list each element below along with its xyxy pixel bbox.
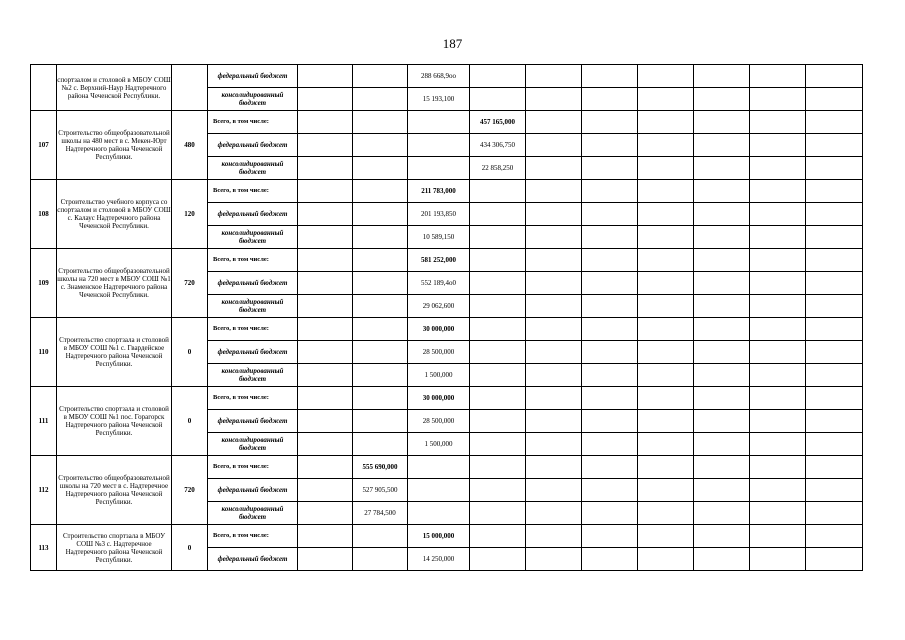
empty-cell — [638, 387, 694, 410]
empty-cell — [298, 525, 353, 548]
row-type-federal: федеральный бюджет — [208, 341, 298, 364]
project-number-cell: 113 — [31, 525, 57, 571]
capacity-cell — [172, 65, 208, 111]
empty-cell — [582, 410, 638, 433]
empty-cell — [750, 134, 806, 157]
empty-cell — [582, 387, 638, 410]
empty-cell — [806, 180, 863, 203]
empty-cell — [298, 272, 353, 295]
empty-cell — [638, 479, 694, 502]
project-number-cell — [31, 65, 57, 111]
empty-cell — [806, 88, 863, 111]
row-type-total: Всего, в том числе: — [208, 456, 298, 479]
empty-cell — [694, 295, 750, 318]
empty-cell — [298, 65, 353, 88]
empty-cell — [470, 341, 526, 364]
empty-cell — [582, 295, 638, 318]
empty-cell — [470, 456, 526, 479]
empty-cell — [526, 295, 582, 318]
empty-cell — [470, 272, 526, 295]
row-type-consolidated: консолидированный бюджет — [208, 364, 298, 387]
empty-cell — [750, 203, 806, 226]
empty-cell — [353, 65, 408, 88]
value-cell: 27 784,500 — [353, 502, 408, 525]
empty-cell — [750, 364, 806, 387]
empty-cell — [526, 387, 582, 410]
row-type-consolidated: консолидированный бюджет — [208, 502, 298, 525]
empty-cell — [353, 226, 408, 249]
empty-cell — [353, 387, 408, 410]
empty-cell — [353, 295, 408, 318]
empty-cell — [353, 318, 408, 341]
empty-cell — [298, 479, 353, 502]
table-row — [31, 456, 863, 479]
empty-cell — [353, 157, 408, 180]
project-name-cell: Строительство спортзала в МБОУ СОШ №3 с. Надтеречное Надтеречного района Чеченской Республики. — [57, 525, 172, 571]
empty-cell — [298, 226, 353, 249]
empty-cell — [750, 295, 806, 318]
empty-cell — [638, 249, 694, 272]
value-cell: 581 252,000 — [408, 249, 470, 272]
empty-cell — [582, 318, 638, 341]
empty-cell — [298, 180, 353, 203]
empty-cell — [806, 157, 863, 180]
empty-cell — [353, 525, 408, 548]
empty-cell — [694, 65, 750, 88]
empty-cell — [806, 134, 863, 157]
empty-cell — [298, 157, 353, 180]
project-number-cell: 109 — [31, 249, 57, 318]
empty-cell — [582, 111, 638, 134]
empty-cell — [750, 249, 806, 272]
empty-cell — [408, 111, 470, 134]
capacity-cell: 480 — [172, 111, 208, 180]
empty-cell — [526, 502, 582, 525]
empty-cell — [526, 410, 582, 433]
empty-cell — [638, 341, 694, 364]
empty-cell — [408, 479, 470, 502]
empty-cell — [806, 548, 863, 571]
value-cell: 10 589,150 — [408, 226, 470, 249]
empty-cell — [298, 88, 353, 111]
empty-cell — [582, 249, 638, 272]
empty-cell — [806, 410, 863, 433]
empty-cell — [526, 479, 582, 502]
table-row — [31, 525, 863, 548]
empty-cell — [806, 295, 863, 318]
empty-cell — [526, 111, 582, 134]
empty-cell — [750, 548, 806, 571]
row-type-federal: федеральный бюджет — [208, 272, 298, 295]
row-type-federal: федеральный бюджет — [208, 548, 298, 571]
empty-cell — [582, 272, 638, 295]
empty-cell — [806, 479, 863, 502]
empty-cell — [582, 479, 638, 502]
capacity-cell: 0 — [172, 387, 208, 456]
empty-cell — [298, 433, 353, 456]
empty-cell — [694, 157, 750, 180]
empty-cell — [526, 88, 582, 111]
empty-cell — [750, 341, 806, 364]
value-cell: 552 189,4о0 — [408, 272, 470, 295]
value-cell: 1 500,000 — [408, 433, 470, 456]
value-cell: 14 250,000 — [408, 548, 470, 571]
empty-cell — [750, 502, 806, 525]
empty-cell — [526, 456, 582, 479]
empty-cell — [353, 134, 408, 157]
row-type-federal: федеральный бюджет — [208, 134, 298, 157]
empty-cell — [526, 364, 582, 387]
empty-cell — [526, 65, 582, 88]
empty-cell — [638, 318, 694, 341]
empty-cell — [582, 88, 638, 111]
value-cell: 28 500,000 — [408, 410, 470, 433]
empty-cell — [470, 203, 526, 226]
empty-cell — [470, 387, 526, 410]
empty-cell — [750, 479, 806, 502]
empty-cell — [470, 249, 526, 272]
value-cell: 434 306,750 — [470, 134, 526, 157]
empty-cell — [526, 525, 582, 548]
empty-cell — [750, 318, 806, 341]
empty-cell — [526, 318, 582, 341]
empty-cell — [750, 180, 806, 203]
project-number-cell: 110 — [31, 318, 57, 387]
empty-cell — [470, 180, 526, 203]
empty-cell — [408, 502, 470, 525]
project-name-cell: Строительство общеобразовательной школы на 720 мест в с. Надтеречное Надтеречного района Чеченской Республики. — [57, 456, 172, 525]
value-cell: 29 062,600 — [408, 295, 470, 318]
project-number-cell: 112 — [31, 456, 57, 525]
empty-cell — [638, 65, 694, 88]
empty-cell — [750, 88, 806, 111]
empty-cell — [298, 318, 353, 341]
empty-cell — [638, 226, 694, 249]
empty-cell — [750, 157, 806, 180]
empty-cell — [353, 364, 408, 387]
empty-cell — [694, 341, 750, 364]
empty-cell — [638, 203, 694, 226]
empty-cell — [582, 525, 638, 548]
row-type-federal: федеральный бюджет — [208, 410, 298, 433]
empty-cell — [806, 272, 863, 295]
row-type-total: Всего, в том числе: — [208, 525, 298, 548]
row-type-total: Всего, в том числе: — [208, 111, 298, 134]
empty-cell — [582, 134, 638, 157]
empty-cell — [582, 341, 638, 364]
empty-cell — [526, 272, 582, 295]
capacity-cell: 720 — [172, 456, 208, 525]
row-type-total: Всего, в том числе: — [208, 249, 298, 272]
empty-cell — [638, 272, 694, 295]
empty-cell — [750, 433, 806, 456]
empty-cell — [353, 410, 408, 433]
empty-cell — [298, 249, 353, 272]
value-cell: 15 193,100 — [408, 88, 470, 111]
empty-cell — [750, 387, 806, 410]
capacity-cell: 0 — [172, 525, 208, 571]
empty-cell — [806, 387, 863, 410]
project-name-cell: Строительство учебного корпуса со спортзалом и столовой в МБОУ СОШ с. Калаус Надтеречного района Чеченской Республики. — [57, 180, 172, 249]
empty-cell — [582, 180, 638, 203]
empty-cell — [638, 157, 694, 180]
row-type-consolidated: консолидированный бюджет — [208, 295, 298, 318]
value-cell: 30 000,000 — [408, 387, 470, 410]
project-name-cell: Строительство спортзала и столовой в МБОУ СОШ №1 пос. Горагорск Надтеречного района Чеченской Республики. — [57, 387, 172, 456]
empty-cell — [470, 525, 526, 548]
empty-cell — [526, 203, 582, 226]
empty-cell — [470, 364, 526, 387]
empty-cell — [298, 134, 353, 157]
empty-cell — [526, 180, 582, 203]
empty-cell — [353, 272, 408, 295]
empty-cell — [470, 502, 526, 525]
empty-cell — [638, 88, 694, 111]
empty-cell — [694, 249, 750, 272]
row-type-federal: федеральный бюджет — [208, 65, 298, 88]
empty-cell — [806, 364, 863, 387]
empty-cell — [638, 134, 694, 157]
empty-cell — [750, 456, 806, 479]
empty-cell — [750, 525, 806, 548]
empty-cell — [638, 548, 694, 571]
empty-cell — [694, 180, 750, 203]
empty-cell — [526, 157, 582, 180]
empty-cell — [750, 410, 806, 433]
project-name-cell: спортзалом и столовой в МБОУ СОШ №2 с. Верхний-Наур Надтеречного района Чеченской Республики. — [57, 65, 172, 111]
value-cell: 201 193,850 — [408, 203, 470, 226]
empty-cell — [298, 502, 353, 525]
empty-cell — [526, 134, 582, 157]
empty-cell — [526, 249, 582, 272]
empty-cell — [806, 203, 863, 226]
empty-cell — [470, 295, 526, 318]
empty-cell — [298, 456, 353, 479]
empty-cell — [806, 111, 863, 134]
empty-cell — [408, 456, 470, 479]
empty-cell — [298, 548, 353, 571]
empty-cell — [694, 433, 750, 456]
empty-cell — [694, 272, 750, 295]
empty-cell — [470, 226, 526, 249]
row-type-consolidated: консолидированный бюджет — [208, 157, 298, 180]
empty-cell — [470, 479, 526, 502]
empty-cell — [582, 456, 638, 479]
empty-cell — [750, 65, 806, 88]
empty-cell — [694, 111, 750, 134]
empty-cell — [526, 433, 582, 456]
empty-cell — [638, 111, 694, 134]
table-row — [31, 249, 863, 272]
empty-cell — [638, 433, 694, 456]
empty-cell — [353, 249, 408, 272]
empty-cell — [582, 364, 638, 387]
empty-cell — [298, 295, 353, 318]
empty-cell — [470, 410, 526, 433]
empty-cell — [470, 548, 526, 571]
empty-cell — [694, 226, 750, 249]
empty-cell — [298, 387, 353, 410]
empty-cell — [694, 502, 750, 525]
empty-cell — [298, 410, 353, 433]
value-cell: 555 690,000 — [353, 456, 408, 479]
empty-cell — [806, 226, 863, 249]
row-type-consolidated: консолидированный бюджет — [208, 88, 298, 111]
row-type-consolidated: консолидированный бюджет — [208, 433, 298, 456]
empty-cell — [526, 341, 582, 364]
project-number-cell: 108 — [31, 180, 57, 249]
empty-cell — [582, 433, 638, 456]
empty-cell — [582, 226, 638, 249]
row-type-consolidated: консолидированный бюджет — [208, 226, 298, 249]
empty-cell — [694, 525, 750, 548]
empty-cell — [694, 134, 750, 157]
project-number-cell: 111 — [31, 387, 57, 456]
empty-cell — [806, 318, 863, 341]
empty-cell — [353, 341, 408, 364]
empty-cell — [408, 157, 470, 180]
empty-cell — [694, 548, 750, 571]
empty-cell — [638, 525, 694, 548]
empty-cell — [694, 387, 750, 410]
empty-cell — [806, 502, 863, 525]
budget-table — [30, 64, 863, 571]
empty-cell — [353, 88, 408, 111]
empty-cell — [694, 410, 750, 433]
empty-cell — [638, 456, 694, 479]
empty-cell — [806, 433, 863, 456]
empty-cell — [694, 88, 750, 111]
row-type-total: Всего, в том числе: — [208, 180, 298, 203]
empty-cell — [353, 180, 408, 203]
capacity-cell: 720 — [172, 249, 208, 318]
empty-cell — [638, 410, 694, 433]
value-cell: 22 858,250 — [470, 157, 526, 180]
empty-cell — [298, 203, 353, 226]
table-row — [31, 318, 863, 341]
empty-cell — [298, 341, 353, 364]
project-number-cell: 107 — [31, 111, 57, 180]
empty-cell — [582, 157, 638, 180]
empty-cell — [582, 203, 638, 226]
value-cell: 30 000,000 — [408, 318, 470, 341]
empty-cell — [806, 249, 863, 272]
value-cell: 28 500,000 — [408, 341, 470, 364]
empty-cell — [470, 318, 526, 341]
empty-cell — [298, 364, 353, 387]
project-name-cell: Строительство общеобразовательной школы на 480 мест в с. Мекен-Юрт Надтеречного района Чеченской Республики. — [57, 111, 172, 180]
table-row — [31, 65, 863, 88]
project-name-cell: Строительство спортзала и столовой в МБОУ СОШ №1 с. Гвардейское Надтеречного района Чеченской Республики. — [57, 318, 172, 387]
value-cell: 211 783,000 — [408, 180, 470, 203]
empty-cell — [353, 111, 408, 134]
empty-cell — [408, 134, 470, 157]
table-row — [31, 180, 863, 203]
empty-cell — [750, 226, 806, 249]
value-cell: 527 905,500 — [353, 479, 408, 502]
empty-cell — [806, 456, 863, 479]
empty-cell — [806, 65, 863, 88]
empty-cell — [353, 548, 408, 571]
empty-cell — [638, 295, 694, 318]
empty-cell — [694, 318, 750, 341]
row-type-federal: федеральный бюджет — [208, 479, 298, 502]
empty-cell — [750, 111, 806, 134]
empty-cell — [638, 364, 694, 387]
empty-cell — [582, 502, 638, 525]
empty-cell — [694, 479, 750, 502]
row-type-total: Всего, в том числе: — [208, 318, 298, 341]
capacity-cell: 0 — [172, 318, 208, 387]
empty-cell — [694, 364, 750, 387]
empty-cell — [298, 111, 353, 134]
value-cell: 288 668,9оо — [408, 65, 470, 88]
empty-cell — [638, 180, 694, 203]
empty-cell — [353, 433, 408, 456]
table-row — [31, 387, 863, 410]
value-cell: 1 500,000 — [408, 364, 470, 387]
empty-cell — [526, 548, 582, 571]
capacity-cell: 120 — [172, 180, 208, 249]
empty-cell — [582, 65, 638, 88]
value-cell: 457 165,000 — [470, 111, 526, 134]
empty-cell — [582, 548, 638, 571]
row-type-federal: федеральный бюджет — [208, 203, 298, 226]
empty-cell — [694, 456, 750, 479]
page-number: 187 — [442, 36, 463, 51]
empty-cell — [694, 203, 750, 226]
table-row — [31, 111, 863, 134]
empty-cell — [470, 65, 526, 88]
project-name-cell: Строительство общеобразовательной школы на 720 мест в МБОУ СОШ №1 с. Знаменское Надтеречного района Чеченской Республики. — [57, 249, 172, 318]
empty-cell — [806, 525, 863, 548]
row-type-total: Всего, в том числе: — [208, 387, 298, 410]
value-cell: 15 000,000 — [408, 525, 470, 548]
empty-cell — [353, 203, 408, 226]
empty-cell — [806, 341, 863, 364]
empty-cell — [470, 433, 526, 456]
empty-cell — [638, 502, 694, 525]
empty-cell — [470, 88, 526, 111]
empty-cell — [750, 272, 806, 295]
empty-cell — [526, 226, 582, 249]
